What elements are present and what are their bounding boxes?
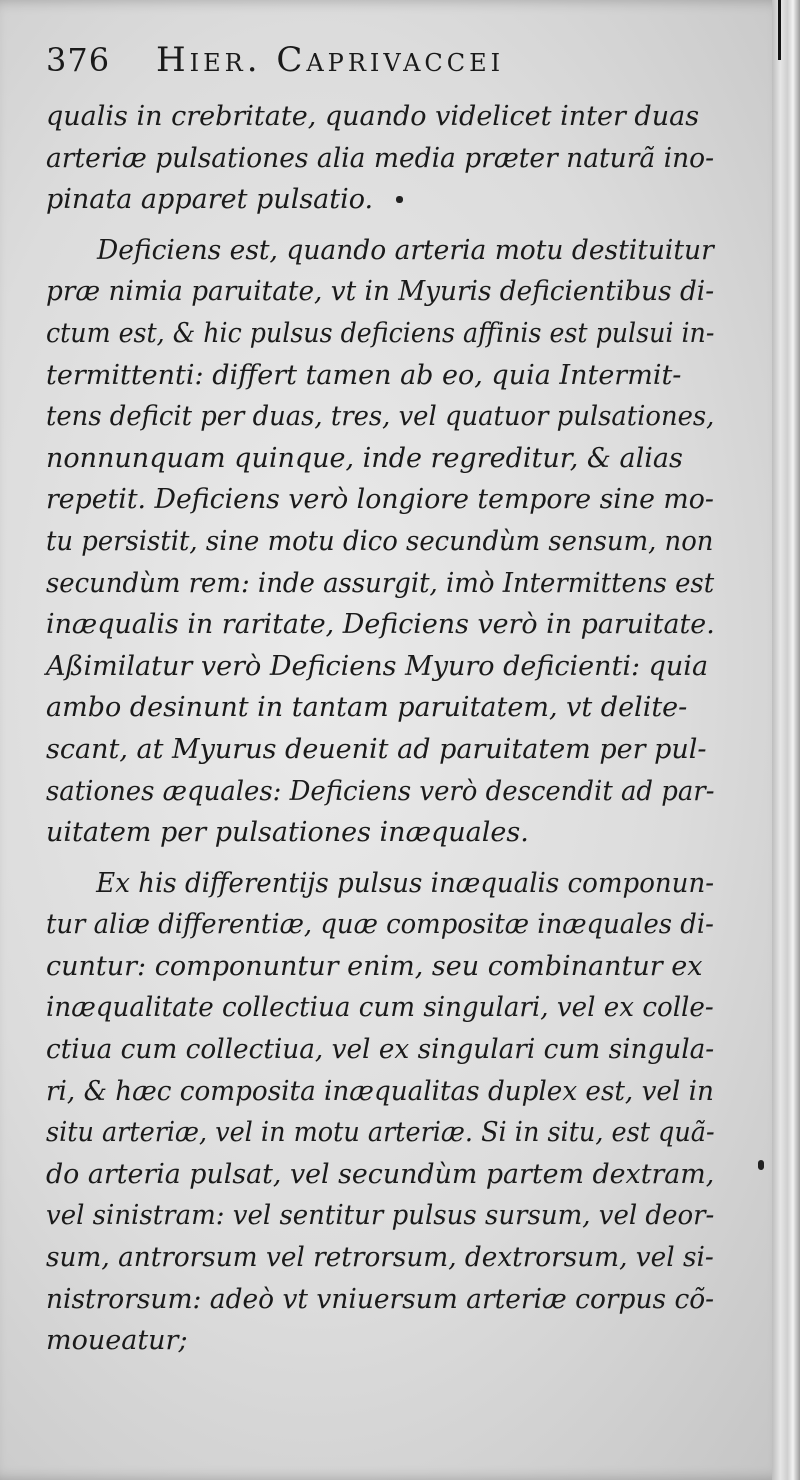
text-line: secundùm rem: inde assurgit, imò Intermittens est [46,567,715,599]
text-line: repetit. Deficiens verò longiore tempore sine mo- [46,484,714,516]
body-text [46,96,716,1362]
text-line: ambo desinunt in tantam paruitatem, vt delite- [46,692,688,724]
text-line: uitatem per pulsationes inæquales. [46,817,529,849]
text-line: Ex his differentijs pulsus inæqualis componun- [96,867,715,899]
paragraph-gap [46,221,716,230]
text-line: termittenti: differt tamen ab eo, quia Intermit- [46,359,682,391]
text-line: qualis in crebritate, quando videlicet inter duas [46,101,700,132]
text-line: ri, & hæc composita inæqualitas duplex est, vel in [46,1075,714,1107]
text-line: ctum est, & hic pulsus deficiens affinis est pulsui in- [46,317,715,349]
text-line: sum, antrorsum vel retrorsum, dextrorsum, vel si- [46,1242,714,1274]
text-line: pinata apparet pulsatio. [46,184,374,216]
text-line: inæqualis in raritate, Deficiens verò in paruitate. [46,609,715,641]
text-line: tur aliæ differentiæ, quæ compositæ inæquales di- [46,909,714,941]
text-line: vel sinistram: vel sentitur pulsus sursum, vel deor- [46,1200,715,1232]
paragraph-gap [46,854,716,863]
text-line: Deficiens est, quando arteria motu destituitur [97,234,714,266]
text-line: inæqualitate collectiua cum singulari, vel ex colle- [46,992,714,1024]
text-line: moueatur; [46,1325,188,1357]
text-line: tens deficit per duas, tres, vel quatuor pulsationes, [46,401,715,433]
text-line: scant, at Myurus deuenit ad paruitatem per pul- [46,733,707,765]
paragraph [46,96,716,221]
text-line: sationes æquales: Deficiens verò descendit ad par- [46,775,715,807]
paragraph [46,230,716,854]
paragraph [46,863,716,1362]
text-line: arteriæ pulsationes alia media præter naturã ino- [46,142,715,174]
binding-shadow [778,0,781,60]
text-line: præ nimia paruitate, vt in Myuris deficientibus di- [46,276,715,308]
text-line: Aßimilatur verò Deficiens Myuro deficienti: quia [46,650,709,682]
text-line: nonnunquam quinque, inde regreditur, & alias [46,442,683,474]
text-line: ctiua cum collectiua, vel ex singulari cum singula- [46,1034,715,1066]
running-header [46,40,716,96]
page-number: 376 [46,41,111,79]
text-line: do arteria pulsat, vel secundùm partem dextram, [46,1158,715,1190]
ink-speck [758,1160,764,1170]
text-line: tu persistit, sine motu dico secundùm sensum, non [46,525,714,557]
running-title: Hier. Caprivaccei [156,40,505,80]
text-line: cuntur: componuntur enim, seu combinantur ex [46,950,703,982]
text-line: nistrorsum: adeò vt vniuersum arteriæ corpus cõ- [46,1283,715,1315]
text-line: situ arteriæ, vel in motu arteriæ. Si in situ, est quã- [46,1117,715,1149]
page-edge [772,0,800,1480]
text-block [46,40,716,1362]
